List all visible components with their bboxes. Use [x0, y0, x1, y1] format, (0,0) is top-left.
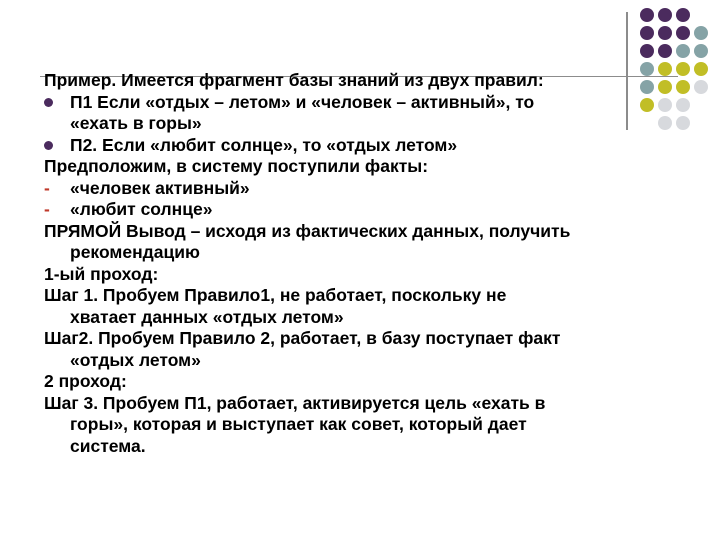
step-3-line: Шаг 3. Пробуем П1, работает, активируется цель «ехать в — [44, 392, 546, 413]
dot — [640, 26, 654, 40]
pass-1-heading: 1-ый проход: — [44, 263, 159, 284]
step-1-line: Шаг 1. Пробуем Правило1, не работает, поскольку не — [44, 285, 507, 305]
rule-1-text: П1 Если «отдых – летом» и «человек – активный», то — [70, 91, 535, 112]
step-3-continuation-1: горы», которая и выступает как совет, который дает — [70, 414, 527, 434]
dot — [658, 44, 672, 58]
bullet-icon — [44, 98, 53, 107]
step-2-continuation: «отдых летом» — [70, 349, 201, 370]
dash-icon: - — [44, 177, 50, 198]
fact-item-2 — [44, 199, 684, 221]
intro-line: Пример. Имеется фрагмент базы знаний из двух правил: — [44, 70, 544, 90]
fact-item-1 — [44, 178, 684, 200]
step-2-line: Шаг2. Пробуем Правило 2, работает, в базу поступает факт — [44, 328, 561, 348]
rule-1-continuation: «ехать в горы» — [70, 113, 202, 133]
step-3-continuation-2: система. — [70, 435, 146, 456]
forward-inference-line: ПРЯМОЙ Вывод – исходя из фактических данных, получить — [44, 220, 571, 241]
dot — [658, 26, 672, 40]
facts-intro: Предположим, в систему поступили факты: — [44, 156, 429, 176]
dot — [694, 80, 708, 94]
dot — [694, 44, 708, 58]
dot — [640, 44, 654, 58]
dot — [694, 26, 708, 40]
bullet-rule-1 — [44, 92, 684, 114]
dash-icon: - — [44, 199, 50, 219]
slide-text — [44, 70, 684, 457]
fact-1-text: «человек активный» — [70, 177, 250, 198]
forward-inference-continuation: рекомендацию — [70, 242, 200, 262]
dot — [658, 8, 672, 22]
dot — [676, 8, 690, 22]
fact-2-text: «любит солнце» — [70, 199, 213, 219]
rule-2-text: П2. Если «любит солнце», то «отдых летом» — [70, 134, 458, 155]
dot — [676, 26, 690, 40]
dot — [640, 8, 654, 22]
dot — [694, 62, 708, 76]
bullet-icon — [44, 141, 53, 150]
bullet-rule-2 — [44, 135, 684, 157]
pass-2-heading: 2 проход: — [44, 371, 127, 391]
step-1-continuation: хватает данных «отдых летом» — [70, 306, 344, 327]
dot — [676, 44, 690, 58]
